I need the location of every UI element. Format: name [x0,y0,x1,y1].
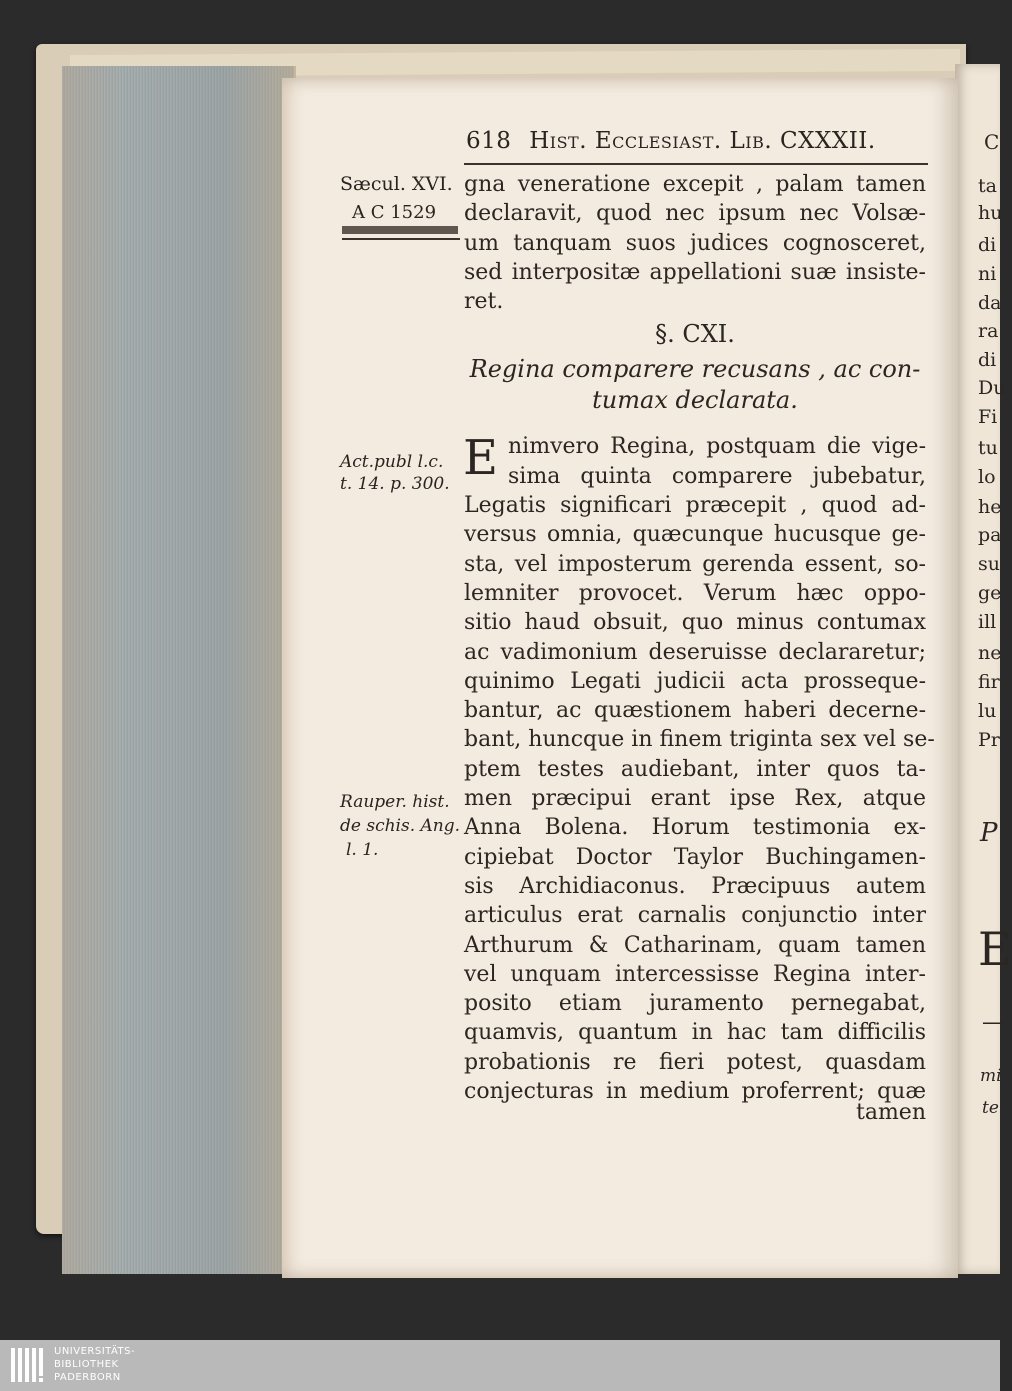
neighbour-heading-letter: P [980,818,998,848]
text-line: conjecturas in medium proferrent; quæ [464,1079,926,1105]
paragraph-2 [464,491,935,1106]
drop-capital: E [463,430,499,487]
neighbour-text-line: di [978,234,997,256]
paragraph-1 [464,170,926,316]
margin-saeculum: Sæcul. XVI. [340,173,453,195]
margin-rule-thick [342,226,458,234]
neighbour-text-line: pa [978,524,1002,546]
library-name-line-2: BIBLIOTHEK [54,1359,119,1370]
catchword: tamen [855,1100,926,1125]
neighbour-text-line: ni [978,263,997,285]
neighbour-text-line: he [978,496,1002,518]
library-name-line-1: UNIVERSITÄTS- [54,1346,136,1357]
text-line: Arthurum & Catharinam, quam tamen [464,932,926,958]
neighbour-text-line: ill [978,611,997,633]
section-heading-line-1: Regina comparere recusans , ac con- [469,355,921,384]
neighbour-text-line: ne [978,642,1002,664]
margin-year: A C 1529 [352,202,437,223]
text-line: posito etiam juramento pernegabat, [464,991,926,1017]
text-line: bant, huncque in finem triginta sex vel se- [464,727,935,753]
text-line: ret. [464,289,504,315]
text-line: sitio haud obsuit, quo minus contumax [464,610,926,636]
neighbour-text-line: fir [978,671,1000,693]
page-number: 618 [466,128,512,154]
text-line: vel unquam intercessisse Regina inter- [464,961,926,987]
text-line: Anna Bolena. Horum testimonia ex- [464,815,926,841]
neighbour-running-head: C [984,130,1000,154]
neighbour-drop-capital: E [978,922,1012,976]
neighbour-text-line: su [978,553,1000,575]
text-line: bantur, ac quæstionem haberi decerne- [464,698,926,724]
page-block-edges [62,66,296,1274]
margin-rule-thin [342,238,460,240]
margin-ref-acta-1: Act.publ l.c. [340,452,444,472]
text-line: sis Archidiaconus. Præcipuus autem [464,873,926,899]
text-line: declaravit, quod nec ipsum nec Volsæ- [464,201,926,227]
neighbour-text-line: Fi [978,406,998,428]
text-line: Legatis significari præcepit , quod ad- [464,493,926,519]
paragraph-2-opening [464,432,926,491]
header-rule [464,163,928,165]
text-line: sta, vel imposterum gerenda essent, so- [464,551,926,577]
neighbour-margin-1: mi [980,1066,1002,1086]
text-line: ac vadimonium deseruisse declararetur; [464,639,926,665]
section-heading-line-2: tumax declarata. [592,386,798,415]
margin-ref-rauper-3: l. 1. [346,840,379,860]
text-line: lemniter provocet. Verum hæc oppo- [464,580,926,606]
heading-spacer [464,416,926,432]
neighbour-text-line: ta [978,175,997,197]
section-number: §. CXI. [655,320,735,349]
text-line: articulus erat carnalis conjunctio inter [464,903,926,929]
running-head [466,128,926,162]
neighbour-text-line: lo [978,466,996,488]
neighbour-text-line: tu [978,437,998,459]
neighbour-text-line: ge [978,582,1002,604]
neighbour-text-line: hu [978,202,1003,224]
text-line: sed interpositæ appellationi suæ insiste- [464,259,926,285]
margin-ref-rauper-1: Rauper. hist. [340,792,450,812]
text-line: um tanquam suos judices cognosceret, [464,230,926,256]
running-head-title: Hist. Ecclesiast. Lib. CXXXII. [529,128,876,154]
neighbour-text-line: da [978,292,1002,314]
text-line: nimvero Regina, postquam die vige- [508,434,926,460]
library-logo-icon [8,1344,48,1386]
text-line: men præcipui erant ipse Rex, atque [464,786,926,812]
text-line: gna veneratione excepit , palam tamen [464,172,926,197]
text-line: cipiebat Doctor Taylor Buchingamen- [464,844,926,870]
text-line: versus omnia, quæcunque hucusque ge- [464,522,926,548]
library-name-line-3: PADERBORN [54,1372,121,1383]
margin-ref-acta-2: t. 14. p. 300. [340,474,450,494]
neighbour-text-line: Du [978,377,1006,399]
neighbour-dash: — [982,1010,1004,1035]
text-line: ptem testes audiebant, inter quos ta- [464,756,926,782]
text-line: quamvis, quantum in hac tam difficilis [464,1020,926,1046]
library-footer [0,1340,1000,1391]
text-line: probationis re fieri potest, quasdam [464,1049,926,1075]
main-text [463,170,935,1106]
library-name [54,1345,135,1384]
neighbour-text-line: ra [978,320,999,342]
neighbour-text-line: lu [978,700,997,722]
neighbour-text-line: di [978,349,997,371]
text-line: quinimo Legati judicii acta prosseque- [464,668,926,694]
text-line: sima quinta comparere jubebatur, [508,463,926,489]
neighbour-margin-2: te [982,1098,999,1118]
margin-ref-rauper-2: de schis. Ang. [340,816,461,836]
neighbour-text-line: Pr [978,729,1000,751]
